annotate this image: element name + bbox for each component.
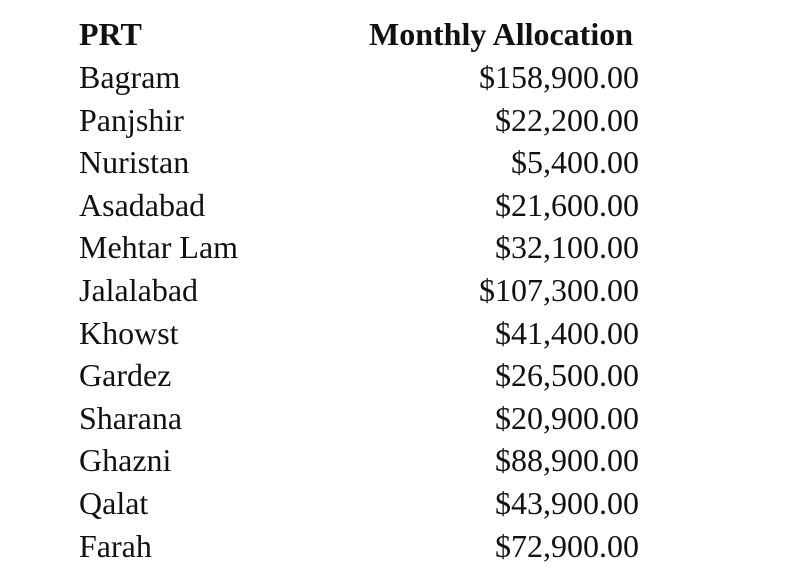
prt-name: Jalalabad (79, 271, 199, 308)
prt-name: Bagram (79, 59, 181, 95)
table-row (79, 397, 679, 440)
prt-name: Qalat (79, 484, 149, 521)
monthly-allocation: $88,900.00 (495, 442, 639, 479)
header-prt: PRT (79, 16, 142, 52)
monthly-allocation: $158,900.00 (479, 59, 639, 95)
table-row (79, 525, 679, 568)
table-row (79, 226, 679, 269)
monthly-allocation: $107,300.00 (479, 271, 639, 308)
monthly-allocation: $43,900.00 (495, 484, 639, 521)
monthly-allocation: $20,900.00 (495, 399, 639, 436)
prt-name: Mehtar Lam (79, 229, 239, 266)
prt-name: Sharana (79, 399, 183, 436)
prt-name: Asadabad (79, 186, 206, 223)
monthly-allocation: $22,200.00 (495, 101, 639, 138)
table-row (79, 312, 679, 355)
monthly-allocation: $41,400.00 (495, 314, 639, 351)
prt-name: Farah (79, 527, 152, 564)
table-row (79, 354, 679, 397)
prt-name: Khowst (79, 314, 179, 351)
table-row (79, 482, 679, 525)
monthly-allocation: $26,500.00 (495, 357, 639, 394)
monthly-allocation: $72,900.00 (495, 527, 639, 564)
header-monthly-allocation: Monthly Allocation (369, 16, 634, 52)
table-row (79, 141, 679, 184)
prt-name: Nuristan (79, 144, 190, 181)
allocation-table (79, 12, 679, 567)
monthly-allocation: $32,100.00 (495, 229, 639, 266)
table-row (79, 439, 679, 482)
table-header-row (79, 12, 679, 56)
table-row (79, 184, 679, 227)
table-row (79, 99, 679, 142)
monthly-allocation: $5,400.00 (511, 144, 639, 181)
table-row (79, 269, 679, 312)
prt-name: Ghazni (79, 442, 172, 479)
table-row (79, 56, 679, 99)
prt-name: Panjshir (79, 101, 184, 138)
prt-name: Gardez (79, 357, 172, 394)
monthly-allocation: $21,600.00 (495, 186, 639, 223)
